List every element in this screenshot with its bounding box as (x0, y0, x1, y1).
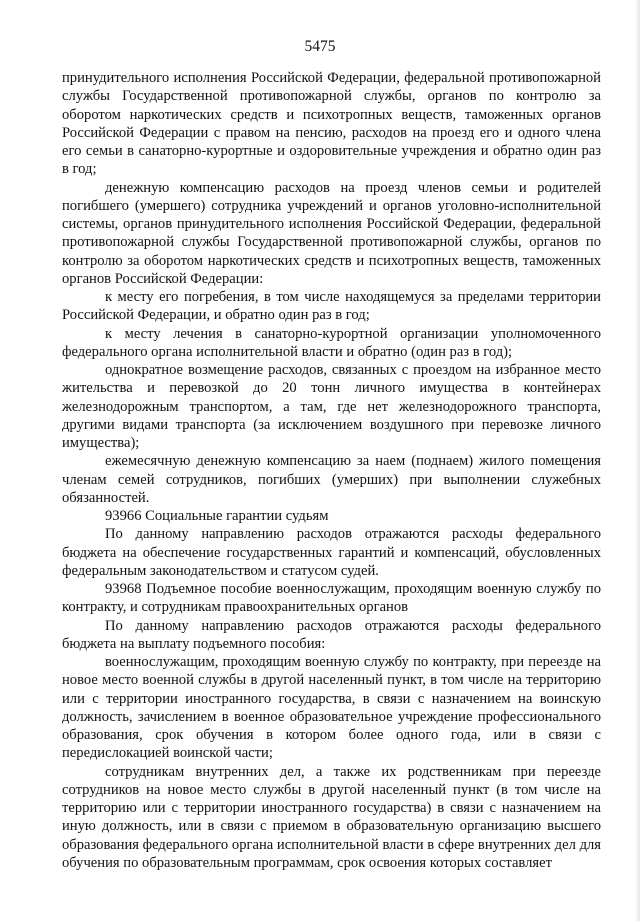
paragraph-internal-affairs-officers: сотрудникам внутренних дел, а также их родственникам при переезде сотрудников на новое место службы в другой населенный пункт (в том числе на территорию или с территории иностранного государства) в связи с назначением на иную должность, или в связи с приемом в образовательную организацию высшего образования федерального органа исполнительной власти в сфере внутренних дел для обучения по образовательным программам, срок освоения которых составляет (62, 763, 601, 871)
section-heading-93968: 93968 Подъемное пособие военнослужащим, проходящим военную службу по контракту, и сотрудникам правоохранительных органов (62, 581, 601, 616)
page-number: 5475 (304, 38, 336, 55)
section-heading-93966: 93966 Социальные гарантии судьям (105, 508, 329, 524)
document-body (62, 69, 601, 872)
paragraph-military-servicemen: военнослужащим, проходящим военную службу по контракту, при переезде на новое место военной службы в другой населенный пункт, в том числе на территорию или с территории иностранного государства, в связи с назначением на воинскую должность, зачислением в военное образовательное учреждение профессионального образования, срок обучения в котором более одного года, или в связи с передислокацией воинской части; (62, 654, 601, 762)
paragraph-continuation: принудительного исполнения Российской Федерации, федеральной противопожарной службы Государственной противопожарной службы, органов по контролю за оборотом наркотических средств и психотропных веществ, таможенных органов Российской Федерации с правом на пенсию, расходов на проезд его и одного члена его семьи в санаторно-курортные и оздоровительные учреждения и обратно один раз в год; (62, 70, 601, 178)
paragraph-housing-compensation: ежемесячную денежную компенсацию за наем (поднаем) жилого помещения членам семей сотрудников, погибших (умерших) при выполнении служебных обязанностей. (62, 453, 601, 506)
paragraph-relocation-reimbursement: однократное возмещение расходов, связанных с проездом на избранное место жительства и перевозкой до 20 тонн личного имущества в контейнерах железнодорожным транспортом, а там, где нет железнодорожного транспорта, другими видами транспорта (за исключением воздушного при перевозке личного имущества); (62, 362, 601, 451)
scan-edge-shadow (635, 0, 640, 921)
paragraph-judges-guarantees: По данному направлению расходов отражаются расходы федерального бюджета на обеспечение государственных гарантий и компенсаций, обусловленных федеральным законодательством и статусом судей. (62, 526, 601, 579)
paragraph-burial-place: к месту его погребения, в том числе находящемуся за пределами территории Российской Федерации, и обратно один раз в год; (62, 289, 601, 324)
paragraph-relocation-allowance-intro: По данному направлению расходов отражаются расходы федерального бюджета на выплату подъемного пособия: (62, 617, 601, 652)
paragraph-treatment-place: к месту лечения в санаторно-курортной организации уполномоченного федерального органа исполнительной власти и обратно (один раз в год); (62, 325, 601, 360)
paragraph-family-travel-compensation: денежную компенсацию расходов на проезд членов семьи и родителей погибшего (умершего) сотрудника учреждений и органов уголовно-исполнительной системы, органов принудительного исполнения Российской Федерации, федеральной противопожарной службы Государственной противопожарной службы, органов по контролю за оборотом наркотических средств и психотропных веществ, таможенных органов Российской Федерации: (62, 179, 601, 287)
